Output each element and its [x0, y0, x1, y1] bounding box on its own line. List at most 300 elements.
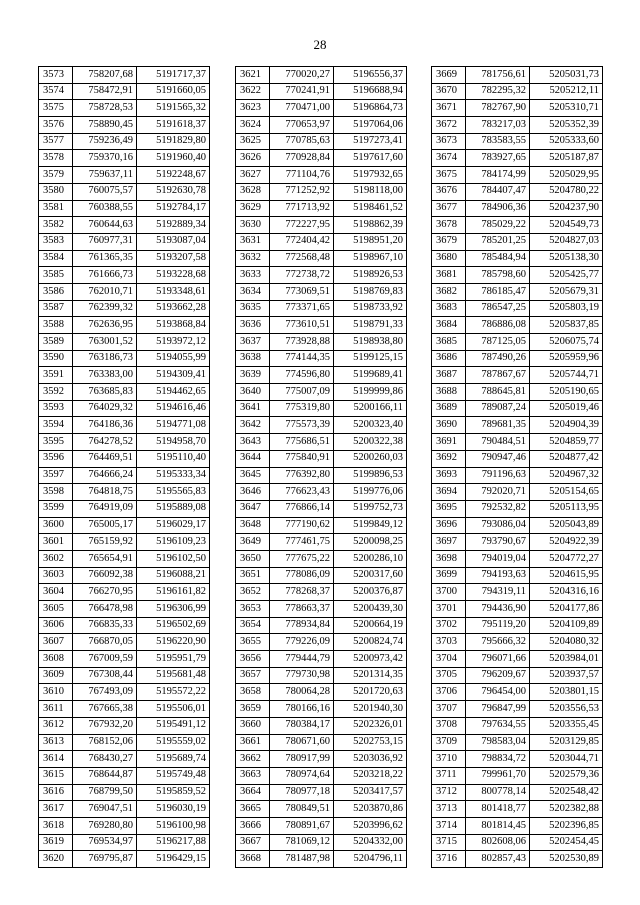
- y-coordinate-cell: 5196429,15: [137, 851, 210, 868]
- x-coordinate-cell: 794193,63: [466, 567, 530, 584]
- table-row: [39, 517, 210, 534]
- y-coordinate-cell: 5193972,12: [137, 334, 210, 351]
- point-number-cell: 3595: [39, 434, 73, 451]
- x-coordinate-cell: 767932,20: [73, 717, 137, 734]
- table-row: [39, 684, 210, 701]
- x-coordinate-cell: 780166,16: [270, 701, 334, 718]
- coordinates-table-middle: [235, 66, 407, 868]
- y-coordinate-cell: 5202753,15: [334, 734, 407, 751]
- table-row: [39, 450, 210, 467]
- point-number-cell: 3705: [432, 667, 466, 684]
- y-coordinate-cell: 5202530,89: [530, 851, 603, 868]
- y-coordinate-cell: 5204332,00: [334, 834, 407, 851]
- point-number-cell: 3684: [432, 317, 466, 334]
- point-number-cell: 3666: [236, 817, 270, 834]
- y-coordinate-cell: 5204796,11: [334, 851, 407, 868]
- x-coordinate-cell: 767493,09: [73, 684, 137, 701]
- table-row: [432, 851, 603, 868]
- table-row: [39, 801, 210, 818]
- y-coordinate-cell: 5203044,71: [530, 751, 603, 768]
- x-coordinate-cell: 759637,11: [73, 167, 137, 184]
- x-coordinate-cell: 759370,16: [73, 150, 137, 167]
- x-coordinate-cell: 764278,52: [73, 434, 137, 451]
- x-coordinate-cell: 781069,12: [270, 834, 334, 851]
- x-coordinate-cell: 768644,87: [73, 767, 137, 784]
- x-coordinate-cell: 770020,27: [270, 67, 334, 84]
- x-coordinate-cell: 786886,08: [466, 317, 530, 334]
- x-coordinate-cell: 766092,38: [73, 567, 137, 584]
- y-coordinate-cell: 5203355,45: [530, 717, 603, 734]
- x-coordinate-cell: 773069,51: [270, 283, 334, 300]
- y-coordinate-cell: 5199689,41: [334, 367, 407, 384]
- x-coordinate-cell: 762636,95: [73, 317, 137, 334]
- table-row: [236, 350, 407, 367]
- point-number-cell: 3582: [39, 217, 73, 234]
- point-number-cell: 3619: [39, 834, 73, 851]
- x-coordinate-cell: 791196,63: [466, 467, 530, 484]
- y-coordinate-cell: 5195110,40: [137, 450, 210, 467]
- y-coordinate-cell: 5196864,73: [334, 100, 407, 117]
- point-number-cell: 3664: [236, 784, 270, 801]
- x-coordinate-cell: 798834,72: [466, 751, 530, 768]
- y-coordinate-cell: 5195951,79: [137, 651, 210, 668]
- y-coordinate-cell: 5191660,05: [137, 83, 210, 100]
- table-row: [236, 83, 407, 100]
- y-coordinate-cell: 5204109,89: [530, 617, 603, 634]
- point-number-cell: 3650: [236, 550, 270, 567]
- point-number-cell: 3638: [236, 350, 270, 367]
- table-row: [236, 233, 407, 250]
- x-coordinate-cell: 802857,43: [466, 851, 530, 868]
- y-coordinate-cell: 5195572,22: [137, 684, 210, 701]
- table-row: [39, 784, 210, 801]
- y-coordinate-cell: 5205352,39: [530, 117, 603, 134]
- y-coordinate-cell: 5203556,53: [530, 701, 603, 718]
- point-number-cell: 3573: [39, 67, 73, 84]
- table-row: [39, 334, 210, 351]
- table-row: [432, 651, 603, 668]
- y-coordinate-cell: 5196220,90: [137, 634, 210, 651]
- y-coordinate-cell: 5205212,11: [530, 83, 603, 100]
- y-coordinate-cell: 5198791,33: [334, 317, 407, 334]
- point-number-cell: 3608: [39, 651, 73, 668]
- table-row: [432, 334, 603, 351]
- table-row: [236, 283, 407, 300]
- point-number-cell: 3628: [236, 183, 270, 200]
- x-coordinate-cell: 796454,00: [466, 684, 530, 701]
- x-coordinate-cell: 797634,55: [466, 717, 530, 734]
- x-coordinate-cell: 764469,51: [73, 450, 137, 467]
- y-coordinate-cell: 5200664,19: [334, 617, 407, 634]
- point-number-cell: 3579: [39, 167, 73, 184]
- x-coordinate-cell: 769047,51: [73, 801, 137, 818]
- table-row: [39, 183, 210, 200]
- point-number-cell: 3610: [39, 684, 73, 701]
- x-coordinate-cell: 770241,91: [270, 83, 334, 100]
- x-coordinate-cell: 785484,94: [466, 250, 530, 267]
- y-coordinate-cell: 5195333,34: [137, 467, 210, 484]
- table-row: [39, 417, 210, 434]
- y-coordinate-cell: 5196088,21: [137, 567, 210, 584]
- x-coordinate-cell: 785201,25: [466, 233, 530, 250]
- table-row: [236, 267, 407, 284]
- y-coordinate-cell: 5205029,95: [530, 167, 603, 184]
- y-coordinate-cell: 5202454,45: [530, 834, 603, 851]
- coordinates-table-left: [38, 66, 210, 868]
- y-coordinate-cell: 5191565,32: [137, 100, 210, 117]
- y-coordinate-cell: 5196556,37: [334, 67, 407, 84]
- table-row: [236, 367, 407, 384]
- y-coordinate-cell: 5200286,10: [334, 550, 407, 567]
- table-row: [432, 751, 603, 768]
- x-coordinate-cell: 795119,20: [466, 617, 530, 634]
- point-number-cell: 3704: [432, 651, 466, 668]
- table-row: [39, 550, 210, 567]
- x-coordinate-cell: 766478,98: [73, 601, 137, 618]
- table-row: [432, 717, 603, 734]
- table-row: [432, 450, 603, 467]
- table-row: [236, 133, 407, 150]
- y-coordinate-cell: 5204859,77: [530, 434, 603, 451]
- y-coordinate-cell: 5194616,46: [137, 400, 210, 417]
- point-number-cell: 3607: [39, 634, 73, 651]
- table-row: [39, 167, 210, 184]
- y-coordinate-cell: 5195889,08: [137, 500, 210, 517]
- table-row: [432, 67, 603, 84]
- table-row: [39, 133, 210, 150]
- x-coordinate-cell: 792532,82: [466, 500, 530, 517]
- table-row: [236, 500, 407, 517]
- point-number-cell: 3609: [39, 667, 73, 684]
- x-coordinate-cell: 774596,80: [270, 367, 334, 384]
- x-coordinate-cell: 766270,95: [73, 584, 137, 601]
- point-number-cell: 3629: [236, 200, 270, 217]
- x-coordinate-cell: 763383,00: [73, 367, 137, 384]
- x-coordinate-cell: 796071,66: [466, 651, 530, 668]
- y-coordinate-cell: 5198938,80: [334, 334, 407, 351]
- table-row: [236, 651, 407, 668]
- y-coordinate-cell: 5198967,10: [334, 250, 407, 267]
- table-row: [236, 851, 407, 868]
- point-number-cell: 3678: [432, 217, 466, 234]
- point-number-cell: 3644: [236, 450, 270, 467]
- table-row: [236, 484, 407, 501]
- table-row: [236, 334, 407, 351]
- x-coordinate-cell: 778268,37: [270, 584, 334, 601]
- point-number-cell: 3649: [236, 534, 270, 551]
- table-row: [236, 784, 407, 801]
- point-number-cell: 3671: [432, 100, 466, 117]
- table-row: [39, 250, 210, 267]
- y-coordinate-cell: 5201940,30: [334, 701, 407, 718]
- point-number-cell: 3682: [432, 283, 466, 300]
- x-coordinate-cell: 762399,32: [73, 300, 137, 317]
- point-number-cell: 3690: [432, 417, 466, 434]
- point-number-cell: 3635: [236, 300, 270, 317]
- x-coordinate-cell: 768799,50: [73, 784, 137, 801]
- x-coordinate-cell: 765654,91: [73, 550, 137, 567]
- y-coordinate-cell: 5202396,85: [530, 817, 603, 834]
- x-coordinate-cell: 780974,64: [270, 767, 334, 784]
- x-coordinate-cell: 789087,24: [466, 400, 530, 417]
- table-row: [432, 500, 603, 517]
- x-coordinate-cell: 772738,72: [270, 267, 334, 284]
- table-row: [39, 317, 210, 334]
- point-number-cell: 3711: [432, 767, 466, 784]
- y-coordinate-cell: 5202326,01: [334, 717, 407, 734]
- table-row: [39, 434, 210, 451]
- table-row: [236, 217, 407, 234]
- x-coordinate-cell: 763685,83: [73, 384, 137, 401]
- x-coordinate-cell: 758890,45: [73, 117, 137, 134]
- table-row: [39, 584, 210, 601]
- y-coordinate-cell: 5205187,87: [530, 150, 603, 167]
- y-coordinate-cell: 5200973,42: [334, 651, 407, 668]
- table-row: [39, 283, 210, 300]
- x-coordinate-cell: 786185,47: [466, 283, 530, 300]
- point-number-cell: 3603: [39, 567, 73, 584]
- y-coordinate-cell: 5197064,06: [334, 117, 407, 134]
- point-number-cell: 3637: [236, 334, 270, 351]
- x-coordinate-cell: 764919,09: [73, 500, 137, 517]
- x-coordinate-cell: 772404,42: [270, 233, 334, 250]
- point-number-cell: 3688: [432, 384, 466, 401]
- point-number-cell: 3676: [432, 183, 466, 200]
- point-number-cell: 3618: [39, 817, 73, 834]
- point-number-cell: 3662: [236, 751, 270, 768]
- x-coordinate-cell: 783927,65: [466, 150, 530, 167]
- x-coordinate-cell: 782767,90: [466, 100, 530, 117]
- table-row: [432, 584, 603, 601]
- table-row: [236, 183, 407, 200]
- y-coordinate-cell: 5191618,37: [137, 117, 210, 134]
- x-coordinate-cell: 761666,73: [73, 267, 137, 284]
- point-number-cell: 3612: [39, 717, 73, 734]
- y-coordinate-cell: 5203218,22: [334, 767, 407, 784]
- y-coordinate-cell: 5197932,65: [334, 167, 407, 184]
- point-number-cell: 3593: [39, 400, 73, 417]
- y-coordinate-cell: 5204877,42: [530, 450, 603, 467]
- x-coordinate-cell: 758472,91: [73, 83, 137, 100]
- point-number-cell: 3600: [39, 517, 73, 534]
- point-number-cell: 3621: [236, 67, 270, 84]
- point-number-cell: 3714: [432, 817, 466, 834]
- x-coordinate-cell: 794436,90: [466, 601, 530, 618]
- point-number-cell: 3716: [432, 851, 466, 868]
- table-row: [432, 667, 603, 684]
- y-coordinate-cell: 5192784,17: [137, 200, 210, 217]
- x-coordinate-cell: 785798,60: [466, 267, 530, 284]
- x-coordinate-cell: 766870,05: [73, 634, 137, 651]
- x-coordinate-cell: 763186,73: [73, 350, 137, 367]
- table-row: [236, 701, 407, 718]
- table-row: [432, 467, 603, 484]
- x-coordinate-cell: 763001,52: [73, 334, 137, 351]
- point-number-cell: 3695: [432, 500, 466, 517]
- table-row: [236, 250, 407, 267]
- x-coordinate-cell: 784407,47: [466, 183, 530, 200]
- table-row: [39, 400, 210, 417]
- table-row: [432, 784, 603, 801]
- table-row: [236, 767, 407, 784]
- y-coordinate-cell: 5201314,35: [334, 667, 407, 684]
- x-coordinate-cell: 770653,97: [270, 117, 334, 134]
- y-coordinate-cell: 5206075,74: [530, 334, 603, 351]
- y-coordinate-cell: 5205113,95: [530, 500, 603, 517]
- x-coordinate-cell: 761365,35: [73, 250, 137, 267]
- point-number-cell: 3694: [432, 484, 466, 501]
- y-coordinate-cell: 5200322,38: [334, 434, 407, 451]
- table-row: [432, 534, 603, 551]
- x-coordinate-cell: 771713,92: [270, 200, 334, 217]
- point-number-cell: 3712: [432, 784, 466, 801]
- x-coordinate-cell: 799961,70: [466, 767, 530, 784]
- point-number-cell: 3709: [432, 734, 466, 751]
- x-coordinate-cell: 768152,06: [73, 734, 137, 751]
- y-coordinate-cell: 5196502,69: [137, 617, 210, 634]
- table-row: [432, 217, 603, 234]
- x-coordinate-cell: 764029,32: [73, 400, 137, 417]
- table-row: [236, 584, 407, 601]
- y-coordinate-cell: 5198461,52: [334, 200, 407, 217]
- y-coordinate-cell: 5196029,17: [137, 517, 210, 534]
- point-number-cell: 3581: [39, 200, 73, 217]
- table-row: [432, 801, 603, 818]
- point-number-cell: 3642: [236, 417, 270, 434]
- table-row: [39, 117, 210, 134]
- y-coordinate-cell: 5200376,87: [334, 584, 407, 601]
- point-number-cell: 3655: [236, 634, 270, 651]
- y-coordinate-cell: 5194309,41: [137, 367, 210, 384]
- table-row: [236, 384, 407, 401]
- table-row: [432, 100, 603, 117]
- point-number-cell: 3669: [432, 67, 466, 84]
- y-coordinate-cell: 5204177,86: [530, 601, 603, 618]
- table-row: [432, 434, 603, 451]
- point-number-cell: 3599: [39, 500, 73, 517]
- point-number-cell: 3597: [39, 467, 73, 484]
- x-coordinate-cell: 779730,98: [270, 667, 334, 684]
- y-coordinate-cell: 5199752,73: [334, 500, 407, 517]
- y-coordinate-cell: 5204772,27: [530, 550, 603, 567]
- y-coordinate-cell: 5196102,50: [137, 550, 210, 567]
- point-number-cell: 3708: [432, 717, 466, 734]
- table-row: [39, 67, 210, 84]
- y-coordinate-cell: 5198926,53: [334, 267, 407, 284]
- y-coordinate-cell: 5197617,60: [334, 150, 407, 167]
- x-coordinate-cell: 760644,63: [73, 217, 137, 234]
- table-row: [432, 601, 603, 618]
- y-coordinate-cell: 5205803,19: [530, 300, 603, 317]
- table-row: [432, 183, 603, 200]
- y-coordinate-cell: 5200260,03: [334, 450, 407, 467]
- table-row: [39, 217, 210, 234]
- x-coordinate-cell: 766835,33: [73, 617, 137, 634]
- table-row: [39, 734, 210, 751]
- x-coordinate-cell: 790947,46: [466, 450, 530, 467]
- y-coordinate-cell: 5196161,82: [137, 584, 210, 601]
- point-number-cell: 3693: [432, 467, 466, 484]
- point-number-cell: 3588: [39, 317, 73, 334]
- point-number-cell: 3677: [432, 200, 466, 217]
- y-coordinate-cell: 5195506,01: [137, 701, 210, 718]
- page-number: 28: [313, 37, 327, 52]
- table-row: [432, 317, 603, 334]
- point-number-cell: 3615: [39, 767, 73, 784]
- x-coordinate-cell: 795666,32: [466, 634, 530, 651]
- y-coordinate-cell: 5205959,96: [530, 350, 603, 367]
- x-coordinate-cell: 785029,22: [466, 217, 530, 234]
- y-coordinate-cell: 5200439,30: [334, 601, 407, 618]
- table-row: [432, 283, 603, 300]
- table-row: [39, 100, 210, 117]
- table-row: [39, 367, 210, 384]
- point-number-cell: 3715: [432, 834, 466, 851]
- table-row: [39, 817, 210, 834]
- y-coordinate-cell: 5205019,46: [530, 400, 603, 417]
- point-number-cell: 3617: [39, 801, 73, 818]
- x-coordinate-cell: 760075,57: [73, 183, 137, 200]
- table-row: [236, 167, 407, 184]
- point-number-cell: 3658: [236, 684, 270, 701]
- point-number-cell: 3681: [432, 267, 466, 284]
- point-number-cell: 3692: [432, 450, 466, 467]
- point-number-cell: 3660: [236, 717, 270, 734]
- x-coordinate-cell: 764818,75: [73, 484, 137, 501]
- y-coordinate-cell: 5191829,80: [137, 133, 210, 150]
- y-coordinate-cell: 5204237,90: [530, 200, 603, 217]
- y-coordinate-cell: 5194771,08: [137, 417, 210, 434]
- x-coordinate-cell: 764186,36: [73, 417, 137, 434]
- y-coordinate-cell: 5193087,04: [137, 233, 210, 250]
- y-coordinate-cell: 5205333,60: [530, 133, 603, 150]
- table-row: [432, 617, 603, 634]
- x-coordinate-cell: 775573,39: [270, 417, 334, 434]
- x-coordinate-cell: 786547,25: [466, 300, 530, 317]
- point-number-cell: 3701: [432, 601, 466, 618]
- table-row: [432, 233, 603, 250]
- point-number-cell: 3623: [236, 100, 270, 117]
- y-coordinate-cell: 5199776,06: [334, 484, 407, 501]
- y-coordinate-cell: 5196100,98: [137, 817, 210, 834]
- point-number-cell: 3646: [236, 484, 270, 501]
- table-row: [236, 450, 407, 467]
- table-row: [432, 250, 603, 267]
- table-row: [236, 400, 407, 417]
- y-coordinate-cell: 5194462,65: [137, 384, 210, 401]
- x-coordinate-cell: 776866,14: [270, 500, 334, 517]
- table-row: [432, 634, 603, 651]
- point-number-cell: 3624: [236, 117, 270, 134]
- x-coordinate-cell: 801814,45: [466, 817, 530, 834]
- point-number-cell: 3580: [39, 183, 73, 200]
- y-coordinate-cell: 5196306,99: [137, 601, 210, 618]
- x-coordinate-cell: 801418,77: [466, 801, 530, 818]
- y-coordinate-cell: 5193662,28: [137, 300, 210, 317]
- x-coordinate-cell: 780384,17: [270, 717, 334, 734]
- table-row: [236, 300, 407, 317]
- x-coordinate-cell: 778934,84: [270, 617, 334, 634]
- point-number-cell: 3611: [39, 701, 73, 718]
- table-row: [236, 684, 407, 701]
- x-coordinate-cell: 775686,51: [270, 434, 334, 451]
- point-number-cell: 3598: [39, 484, 73, 501]
- y-coordinate-cell: 5198118,00: [334, 183, 407, 200]
- y-coordinate-cell: 5191960,40: [137, 150, 210, 167]
- table-row: [39, 233, 210, 250]
- table-row: [236, 434, 407, 451]
- table-row: [236, 751, 407, 768]
